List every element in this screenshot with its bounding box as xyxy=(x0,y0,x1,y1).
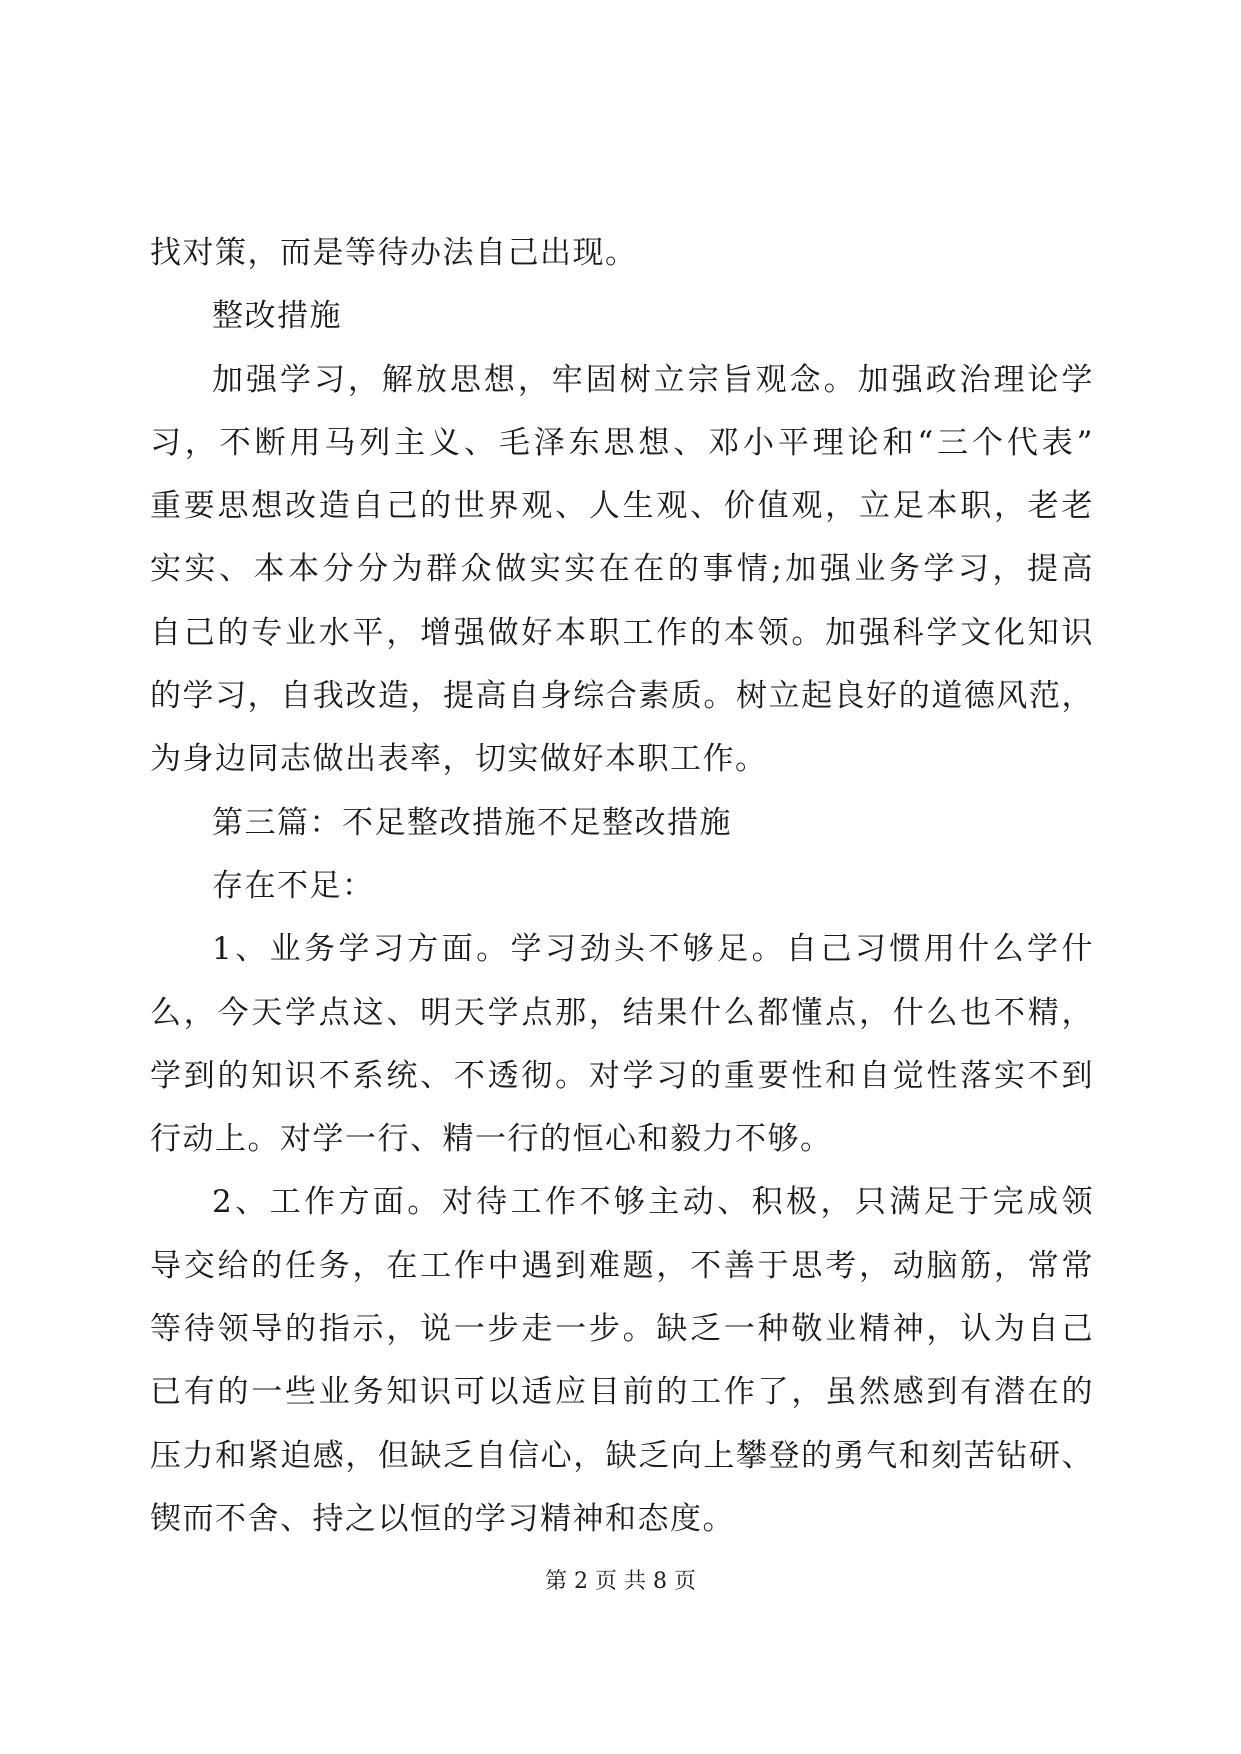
text-line: 2、工作方面。对待工作不够主动、积极，只满足于完成领 xyxy=(212,1184,1094,1221)
text-line: 的学习，自我改造，提高自身综合素质。树立起良好的道德风范， xyxy=(150,678,1094,715)
text-line: 存在不足： xyxy=(212,867,375,904)
text-line: 找对策，而是等待办法自己出现。 xyxy=(150,235,638,271)
text-line: 加强学习，解放思想，牢固树立宗旨观念。加强政治理论学 xyxy=(212,361,1094,398)
text-line: 习，不断用马列主义、毛泽东思想、邓小平理论和“三个代表” xyxy=(150,424,1094,461)
text-line: 1、业务学习方面。学习劲头不够足。自己习惯用什么学什 xyxy=(212,931,1094,968)
text-line: 么，今天学点这、明天学点那，结果什么都懂点，什么也不精， xyxy=(150,994,1094,1031)
document-body xyxy=(150,222,1094,1551)
text-line: 自己的专业水平，增强做好本职工作的本领。加强科学文化知识 xyxy=(150,614,1094,651)
text-line: 整改措施 xyxy=(212,298,342,335)
text-line: 重要思想改造自己的世界观、人生观、价值观，立足本职，老老 xyxy=(150,488,1094,525)
text-line: 压力和紧迫感，但缺乏自信心，缺乏向上攀登的勇气和刻苦钻研、 xyxy=(150,1437,1094,1474)
text-line: 等待领导的指示，说一步走一步。缺乏一种敬业精神，认为自己 xyxy=(150,1311,1094,1348)
page-footer: 第 2 页 共 8 页 xyxy=(545,1569,696,1594)
text-line: 为身边同志做出表率，切实做好本职工作。 xyxy=(150,741,768,778)
text-line: 实实、本本分分为群众做实实在在的事情;加强业务学习，提高 xyxy=(150,551,1094,588)
text-line: 第三篇：不足整改措施不足整改措施 xyxy=(212,804,732,841)
text-line: 学到的知识不系统、不透彻。对学习的重要性和自觉性落实不到 xyxy=(150,1057,1094,1094)
text-line: 已有的一些业务知识可以适应目前的工作了，虽然感到有潜在的 xyxy=(150,1374,1094,1411)
text-line: 导交给的任务，在工作中遇到难题，不善于思考，动脑筋，常常 xyxy=(150,1247,1094,1284)
text-line: 行动上。对学一行、精一行的恒心和毅力不够。 xyxy=(150,1121,833,1158)
text-line: 锲而不舍、持之以恒的学习精神和态度。 xyxy=(150,1500,735,1537)
